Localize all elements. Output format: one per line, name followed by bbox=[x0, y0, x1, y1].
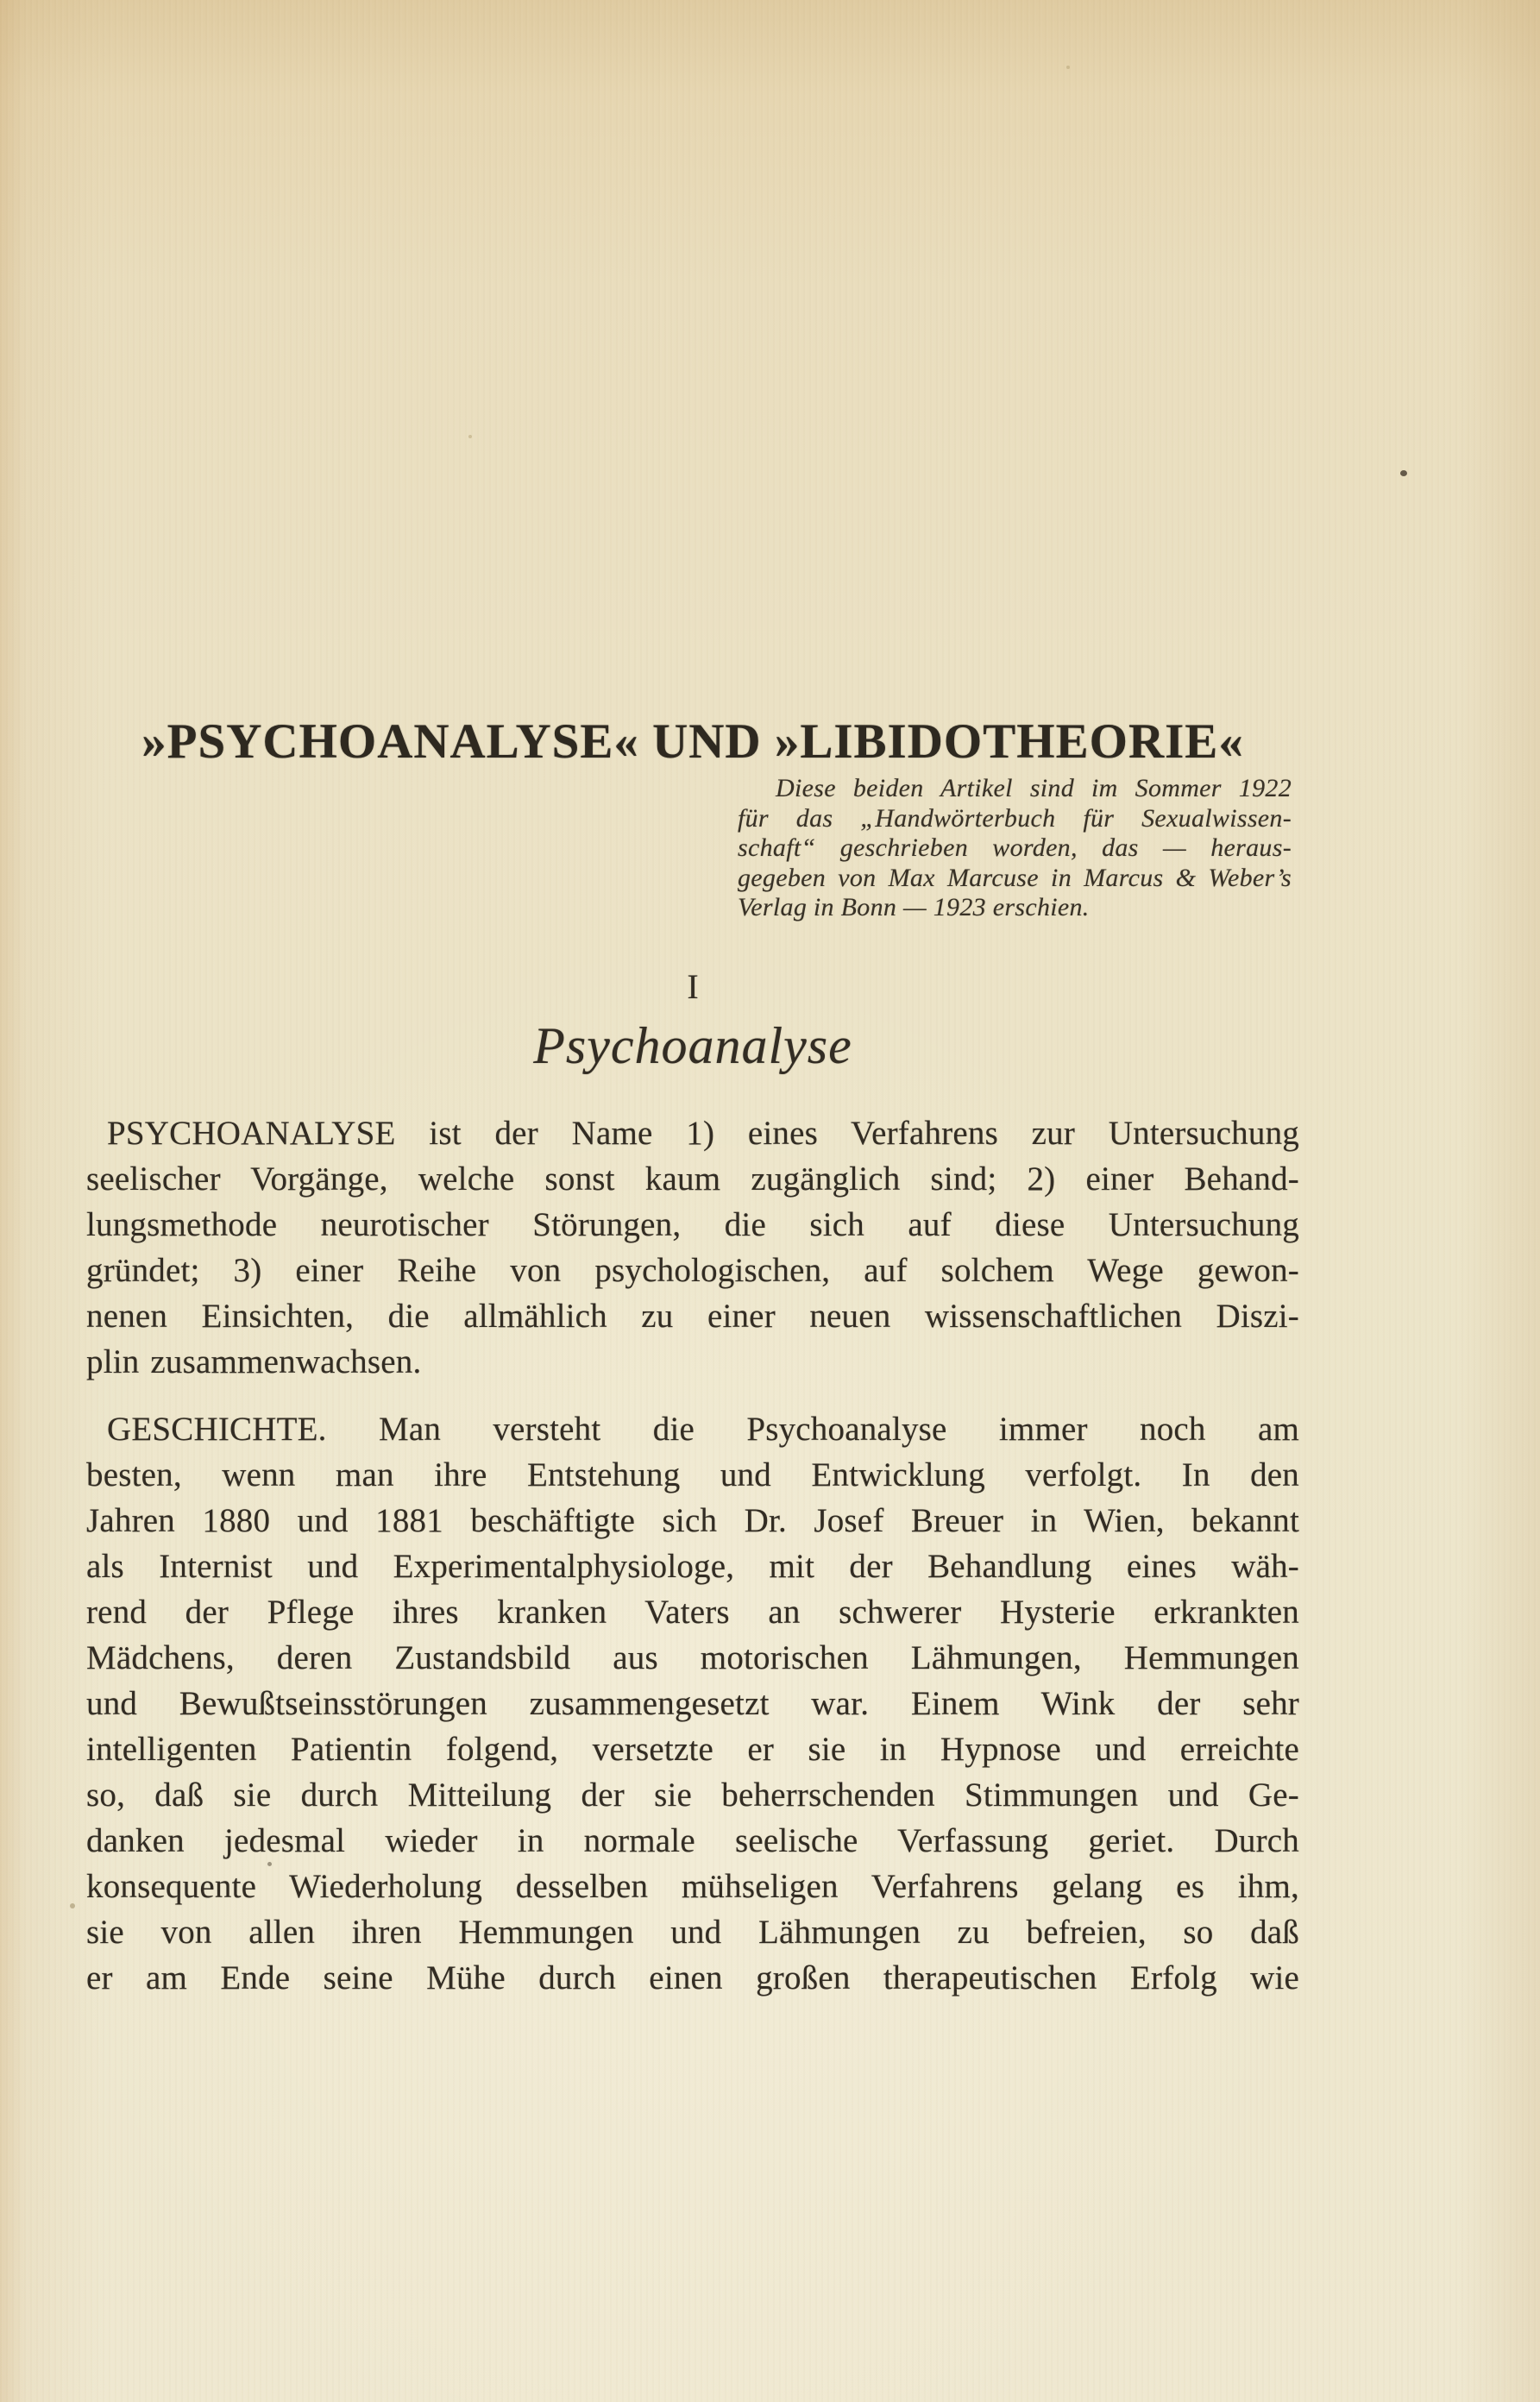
text-line: für das „Handwörterbuch für Sexualwissen- bbox=[738, 803, 1292, 833]
text-line: plin zusammenwachsen. bbox=[86, 1343, 422, 1380]
text-line: und Bewußtseinsstörungen zusammengesetzt war. Einem Wink der sehr bbox=[86, 1685, 1299, 1722]
text-line: als Internist und Experimentalphysiologe, mit der Behandlung eines wäh- bbox=[86, 1548, 1299, 1585]
text-line: rend der Pflege ihres kranken Vaters an schwerer Hysterie erkrankten bbox=[86, 1594, 1299, 1631]
text-line: gegeben von Max Marcuse in Marcus & Weber’s bbox=[738, 863, 1292, 892]
article-title: »PSYCHOANALYSE« UND »LIBIDOTHEORIE« bbox=[141, 714, 1244, 770]
text-line: seelischer Vorgänge, welche sonst kaum zugänglich sind; 2) einer Behand- bbox=[86, 1160, 1299, 1198]
text-line: sie von allen ihren Hemmungen und Lähmungen zu befreien, so daß bbox=[86, 1914, 1299, 1951]
paper-speck bbox=[1400, 470, 1407, 476]
paper-speck bbox=[468, 435, 472, 438]
text-line: Mädchens, deren Zustandsbild aus motorischen Lähmungen, Hemmungen bbox=[86, 1639, 1299, 1676]
text-line: danken jedesmal wieder in normale seelische Verfassung geriet. Durch bbox=[86, 1822, 1299, 1859]
text-line: nenen Einsichten, die allmählich zu einer neuen wissenschaftlichen Diszi- bbox=[86, 1298, 1299, 1335]
paragraph-definition bbox=[86, 1110, 1299, 1385]
text-line: GESCHICHTE. Man versteht die Psychoanalyse immer noch am bbox=[107, 1411, 1299, 1448]
text-line: Jahren 1880 und 1881 beschäftigte sich Dr. Josef Breuer in Wien, bekannt bbox=[86, 1502, 1299, 1539]
text-line: Diese beiden Artikel sind im Sommer 1922 bbox=[776, 774, 1292, 802]
paragraph-geschichte bbox=[86, 1406, 1299, 2001]
text-line: besten, wenn man ihre Entstehung und Entwicklung verfolgt. In den bbox=[86, 1456, 1299, 1493]
paper-speck bbox=[267, 1862, 272, 1866]
section-heading: Psychoanalyse bbox=[533, 1017, 852, 1074]
text-line: schaft“ geschrieben worden, das — heraus- bbox=[738, 833, 1292, 862]
text-line: PSYCHOANALYSE ist der Name 1) eines Verfahrens zur Untersuchung bbox=[107, 1115, 1299, 1152]
paper-speck bbox=[1066, 66, 1070, 69]
paper-speck bbox=[70, 1903, 75, 1908]
text-line: Verlag in Bonn — 1923 erschien. bbox=[738, 893, 1090, 921]
text-line: gründet; 3) einer Reihe von psychologischen, auf solchem Wege gewon- bbox=[86, 1252, 1299, 1289]
text-line: intelligenten Patientin folgend, versetzte er sie in Hypnose und erreichte bbox=[86, 1731, 1299, 1768]
text-line: er am Ende seine Mühe durch einen großen therapeutischen Erfolg wie bbox=[86, 1959, 1299, 1996]
editorial-note bbox=[738, 774, 1292, 923]
section-number: I bbox=[687, 967, 699, 1006]
text-line: lungsmethode neurotischer Störungen, die sich auf diese Untersuchung bbox=[86, 1206, 1299, 1243]
text-line: so, daß sie durch Mitteilung der sie beherrschenden Stimmungen und Ge- bbox=[86, 1776, 1299, 1814]
text-line: konsequente Wiederholung desselben mühseligen Verfahrens gelang es ihm, bbox=[86, 1868, 1299, 1905]
